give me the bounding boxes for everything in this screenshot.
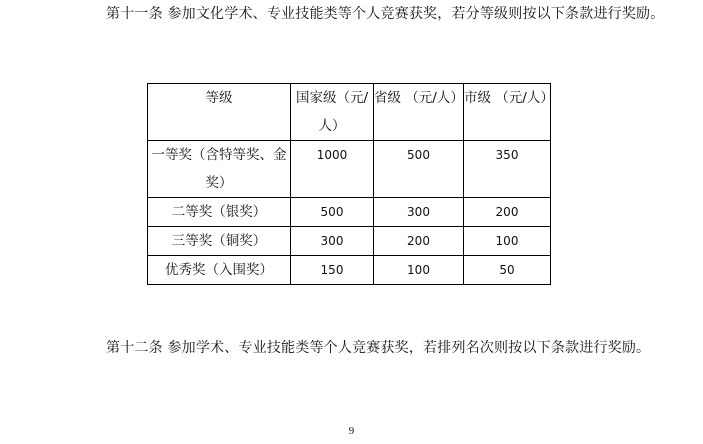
page-number: 9	[348, 425, 355, 437]
article-11-paragraph: 第十一条 参加文化学术、专业技能类等个人竞赛获奖，若分等级则按以下条款进行奖励。	[106, 6, 665, 22]
row-municipal: 200	[464, 198, 551, 227]
row-national: 500	[291, 198, 374, 227]
row-municipal: 100	[464, 227, 551, 256]
award-table	[147, 83, 554, 285]
article-12-paragraph: 第十二条 参加学术、专业技能类等个人竞赛获奖，若排列名次则按以下条款进行奖励。	[106, 340, 651, 356]
row-municipal: 350	[464, 141, 551, 198]
row-national: 1000	[291, 141, 374, 198]
header-national: 国家级（元/人）	[291, 84, 374, 141]
row-national: 300	[291, 227, 374, 256]
row-provincial: 200	[374, 227, 464, 256]
row-level: 一等奖（含特等奖、金奖）	[148, 141, 291, 198]
table-header-row	[148, 84, 551, 141]
header-municipal: 市级 （元/人）	[464, 84, 551, 141]
header-level: 等级	[148, 84, 291, 141]
table-row	[148, 141, 551, 198]
table-row	[148, 256, 551, 285]
table-row	[148, 227, 551, 256]
row-level: 三等奖（铜奖）	[148, 227, 291, 256]
row-municipal: 50	[464, 256, 551, 285]
row-provincial: 300	[374, 198, 464, 227]
row-level: 优秀奖（入围奖）	[148, 256, 291, 285]
row-level: 二等奖（银奖）	[148, 198, 291, 227]
row-national: 150	[291, 256, 374, 285]
table-row	[148, 198, 551, 227]
header-provincial: 省级 （元/人）	[374, 84, 464, 141]
row-provincial: 100	[374, 256, 464, 285]
row-provincial: 500	[374, 141, 464, 198]
